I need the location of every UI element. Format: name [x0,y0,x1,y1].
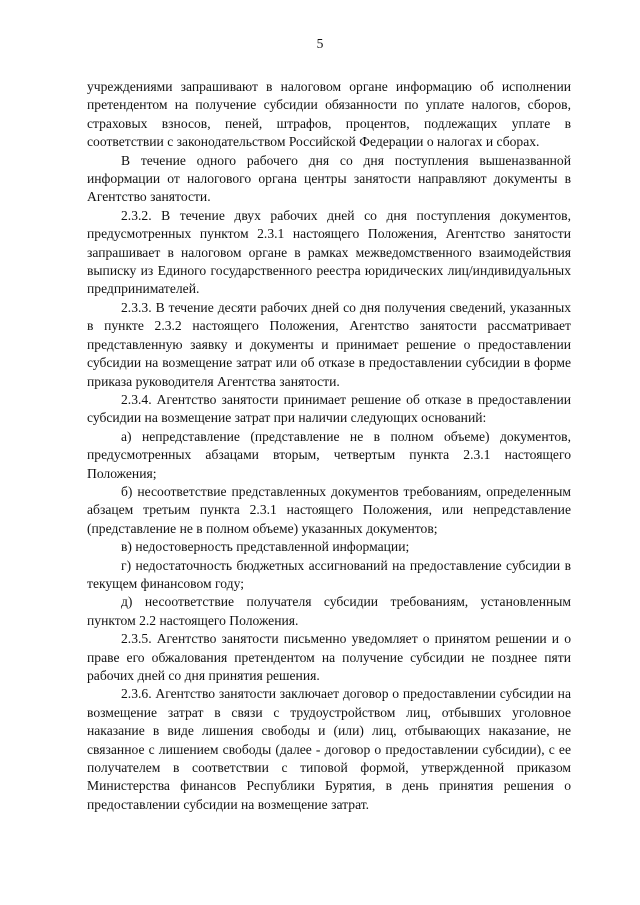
document-body [87,78,571,814]
paragraph-2-3-6: 2.3.6. Агентство занятости заключает договор о предоставлении субсидии на возмещение затрат в связи с трудоустройством лиц, отбывших уголовное наказание в виде лишения свободы и (или) лиц, отбывающих наказание, не связанное с лишением свободы (далее - договор о предоставлении субсидии), с ее получателем в соответствии с типовой формой, утвержденной приказом Министерства финансов Республики Бурятия, в день принятия решения о предоставлении субсидии на возмещение затрат. [87,686,571,812]
list-item-b: б) несоответствие представленных документов требованиям, определенным абзацем третьим пункта 2.3.1 настоящего Положения, или непредставление (представление не в полном объеме) указанных документов; [87,483,571,536]
paragraph-2-3-2: 2.3.2. В течение двух рабочих дней со дня поступления документов, предусмотренных пунктом 2.3.1 настоящего Положения, Агентство занятости запрашивает в налоговом органе в рамках межведомственного взаимодействия выписку из Единого государственного реестра юридических лиц/индивидуальных предпринимателей. [87,207,571,297]
paragraph: В течение одного рабочего дня со дня поступления вышеназванной информации от налогового органа центры занятости направляют документы в Агентство занятости. [87,152,571,205]
list-item-a: а) непредставление (представление не в полном объеме) документов, предусмотренных абзацами вторым, четвертым пункта 2.3.1 настоящего Положения; [87,428,571,481]
paragraph-continuation: учреждениями запрашивают в налоговом органе информацию об исполнении претендентом на получение субсидии обязанности по уплате налогов, сборов, страховых взносов, пеней, штрафов, процентов, подлежащих уплате в соответствии с законодательством Российской Федерации о налогах и сборах. [87,79,571,150]
paragraph-2-3-3: 2.3.3. В течение десяти рабочих дней со дня получения сведений, указанных в пункте 2.3.2 настоящего Положения, Агентство занятости рассматривает представленную заявку и документы и принимает решение о предоставлении субсидии на возмещение затрат или об отказе в предоставлении субсидии в форме приказа руководителя Агентства занятости. [87,299,571,389]
page-number: 5 [316,36,324,51]
list-item-d: д) несоответствие получателя субсидии требованиям, установленным пунктом 2.2 настоящего Положения. [87,594,571,628]
paragraph-2-3-4: 2.3.4. Агентство занятости принимает решение об отказе в предоставлении субсидии на возмещение затрат при наличии следующих оснований: [87,391,571,426]
paragraph-2-3-5: 2.3.5. Агентство занятости письменно уведомляет о принятом решении и о праве его обжалования претендентом на получение субсидии не позднее пяти рабочих дней со дня принятия решения. [87,631,571,683]
list-item-g: г) недостаточность бюджетных ассигнований на предоставление субсидии в текущем финансовом году; [87,557,571,591]
list-item-v: в) недостоверность представленной информации; [121,539,410,555]
